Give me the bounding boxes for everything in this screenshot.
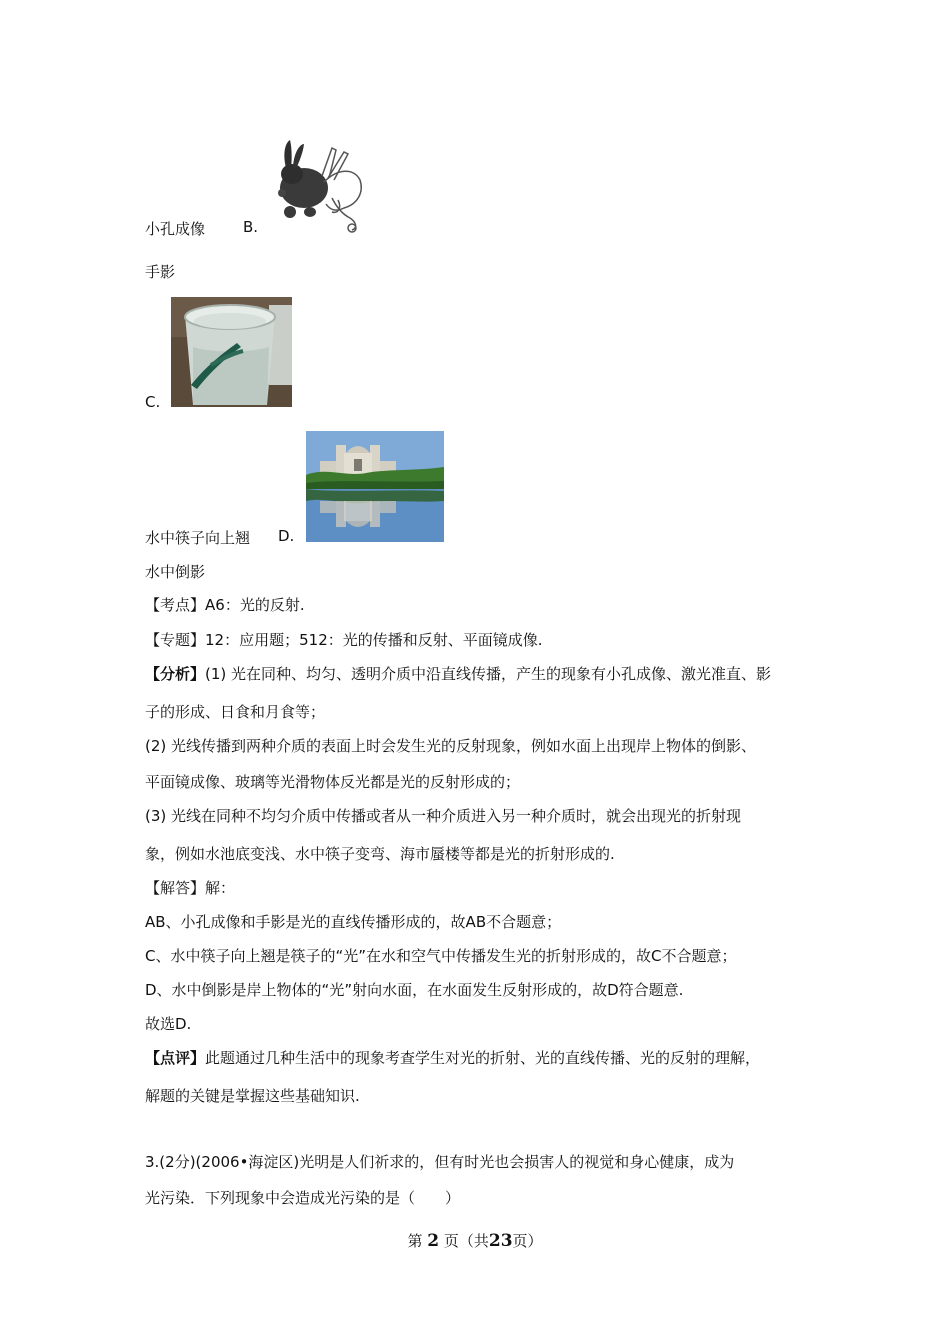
fenxi-line-4: 平面镜成像、玻璃等光滑物体反光都是光的反射形成的； bbox=[145, 773, 521, 791]
jieda-line-2: C、水中筷子向上翘是筷子的“光”在水和空气中传播发生光的折射形成的，故C不合题意； bbox=[145, 947, 737, 965]
chopstick-in-water-image bbox=[171, 297, 292, 407]
option-b-text: 手影 bbox=[145, 263, 176, 281]
dianping-label: 【点评】 bbox=[145, 1049, 206, 1067]
zhuanti-label: 【专题】 bbox=[145, 631, 206, 649]
option-d-text: 水中倒影 bbox=[145, 563, 206, 581]
question-3-line-2: 光污染．下列现象中会造成光污染的是（ ） bbox=[145, 1189, 461, 1207]
fenxi-line-6: 象，例如水池底变浅、水中筷子变弯、海市蜃楼等都是光的折射形成的. bbox=[145, 845, 615, 863]
zhuanti-line bbox=[145, 629, 543, 650]
jieda-intro: 解： bbox=[205, 879, 236, 897]
zhuanti-text: 12：应用题；512：光的传播和反射、平面镜成像. bbox=[205, 631, 543, 649]
jieda-line-1: AB、小孔成像和手影是光的直线传播形成的，故AB不合题意； bbox=[145, 913, 562, 931]
kaodian-label: 【考点】 bbox=[145, 596, 206, 614]
footer-suffix: 页） bbox=[512, 1232, 543, 1250]
footer-middle: 页（共 bbox=[443, 1232, 489, 1250]
fenxi-line-2: 子的形成、日食和月食等； bbox=[145, 703, 326, 721]
fenxi-text-1: (1) 光在同种、均匀、透明介质中沿直线传播，产生的现象有小孔成像、激光准直、影 bbox=[205, 665, 772, 683]
option-d-marker: D. bbox=[278, 527, 295, 545]
option-c-marker: C. bbox=[145, 393, 161, 411]
footer-total-pages: 23 bbox=[488, 1231, 513, 1251]
kaodian-line bbox=[145, 594, 305, 615]
dianping-line-2: 解题的关键是掌握这些基础知识. bbox=[145, 1087, 360, 1105]
fenxi-line-5: (3) 光线在同种不均匀介质中传播或者从一种介质进入另一种介质时，就会出现光的折射现 bbox=[145, 807, 742, 825]
option-b-marker: B. bbox=[243, 218, 259, 236]
kaodian-text: A6：光的反射. bbox=[205, 596, 305, 614]
jieda-label: 【解答】 bbox=[145, 879, 206, 897]
jieda-line-4: 故选D. bbox=[145, 1015, 192, 1033]
dianping-text-1: 此题通过几种生活中的现象考查学生对光的折射、光的直线传播、光的反射的理解， bbox=[205, 1049, 761, 1067]
dianping-line-1 bbox=[145, 1047, 760, 1068]
option-c-text: 水中筷子向上翘 bbox=[145, 529, 251, 547]
fenxi-line-3: (2) 光线传播到两种介质的表面上时会发生光的反射现象，例如水面上出现岸上物体的倒影、 bbox=[145, 737, 757, 755]
fenxi-label: 【分析】 bbox=[145, 665, 206, 683]
footer-page-number: 2 bbox=[427, 1231, 440, 1251]
hand-shadow-image bbox=[272, 138, 364, 233]
fenxi-line-1 bbox=[145, 663, 771, 684]
jieda-line bbox=[145, 877, 235, 898]
footer-prefix: 第 bbox=[407, 1232, 423, 1250]
page-footer bbox=[0, 1230, 950, 1251]
option-a-text: 小孔成像 bbox=[145, 220, 206, 238]
question-3-line-1: 3.(2分)(2006•海淀区)光明是人们祈求的，但有时光也会损害人的视觉和身心健康，成为 bbox=[145, 1153, 735, 1171]
jieda-line-3: D、水中倒影是岸上物体的“光”射向水面，在水面发生反射形成的，故D符合题意. bbox=[145, 981, 684, 999]
water-reflection-image bbox=[306, 431, 444, 542]
